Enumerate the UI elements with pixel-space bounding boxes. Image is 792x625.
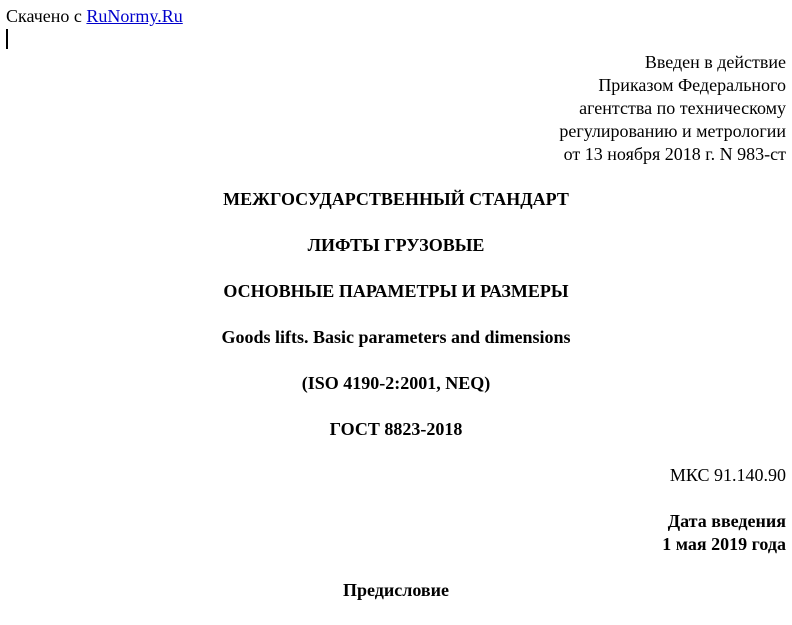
effective-date-value: 1 мая 2019 года <box>662 534 786 554</box>
designation: ГОСТ 8823-2018 <box>329 419 463 439</box>
enactment-note <box>559 51 786 166</box>
enactment-line: от 13 ноября 2018 г. N 983-ст <box>563 144 786 164</box>
enactment-line: агентства по техническому <box>579 98 786 118</box>
iso-reference: (ISO 4190-2:2001, NEQ) <box>301 373 491 393</box>
english-title: Goods lifts. Basic parameters and dimensions <box>221 327 571 347</box>
subject-heading: ЛИФТЫ ГРУЗОВЫЕ <box>307 235 485 255</box>
source-prefix: Скачено с <box>6 6 82 26</box>
standard-type-heading: МЕЖГОСУДАРСТВЕННЫЙ СТАНДАРТ <box>223 189 569 209</box>
enactment-line: Введен в действие <box>644 52 786 72</box>
foreword-heading: Предисловие <box>343 580 449 600</box>
subtitle-heading: ОСНОВНЫЕ ПАРАМЕТРЫ И РАЗМЕРЫ <box>223 281 569 301</box>
text-cursor <box>6 29 8 49</box>
source-link[interactable]: RuNormy.Ru <box>86 6 183 26</box>
enactment-line: регулированию и метрологии <box>559 121 786 141</box>
mks-code: МКС 91.140.90 <box>669 465 786 485</box>
enactment-line: Приказом Федерального <box>598 75 786 95</box>
source-line <box>6 5 183 28</box>
effective-date-label: Дата введения <box>667 511 786 531</box>
